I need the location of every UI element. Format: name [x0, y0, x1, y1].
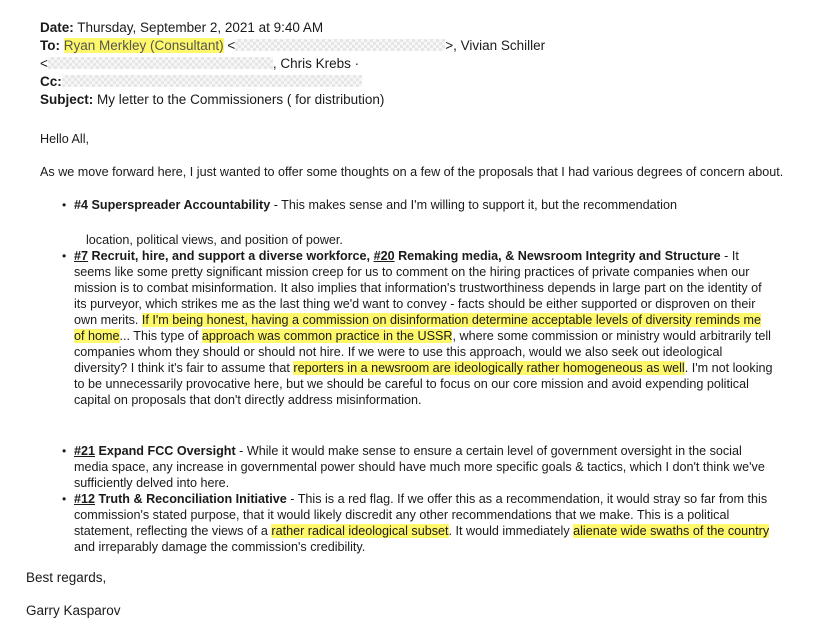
item-number: #20 — [373, 249, 395, 263]
highlight-text: reporters in a newsroom are ideologically rather homogeneous as well — [293, 361, 685, 375]
to-close: >, Vivian Schiller — [445, 38, 546, 53]
date-value: Thursday, September 2, 2021 at 9:40 AM — [77, 20, 324, 35]
to-line — [40, 37, 545, 55]
signature: Garry Kasparov — [26, 603, 121, 618]
to-recipient-name[interactable]: Ryan Merkley (Consultant) — [63, 38, 224, 53]
item-4-continuation: location, political views, and position of power. — [86, 233, 343, 247]
item-title: Expand FCC Oversight — [95, 444, 236, 458]
bullet-icon: • — [62, 198, 67, 212]
bullet-icon: • — [62, 444, 67, 458]
subject-value: My letter to the Commissioners ( for distribution) — [97, 92, 385, 107]
highlight-text: alienate wide swaths of the country — [573, 524, 770, 538]
highlight-text: If I'm being honest, having a commission on disinformation determine acceptable levels of diversity reminds me of home — [74, 313, 761, 343]
line2-tail: , Chris Krebs · — [272, 56, 360, 71]
item-number: #12 — [74, 492, 96, 506]
item-text: - It seems like some pretty significant mission creep for us to comment on the hiring practices of private companies when our mission is to combat misinformation. It also implies that information's trustworthiness depends in large part on the identity of its purveyor, which strikes me as the last thing we'd want to convey - facts should be either supported or disproven on their own merits. — [74, 249, 762, 327]
item-text: - While it would make sense to ensure a certain level of government oversight in the social media space, any increase in governmental power should have much more specific goals & tactics, which I don't think we've sufficiently delved into here. — [74, 444, 765, 490]
item-number: #21 — [74, 444, 96, 458]
item-text: and irreparably damage the commission's credibility. — [74, 540, 366, 554]
item-text: ... This type of — [119, 329, 202, 343]
list-item-21 — [62, 443, 774, 491]
intro-paragraph: As we move forward here, I just wanted to offer some thoughts on a few of the proposals that I had various degrees of concern about. — [40, 165, 784, 179]
date-label: Date: — [40, 20, 74, 35]
item-number: #4 — [74, 198, 89, 212]
list-item-12 — [62, 491, 774, 555]
greeting: Hello All, — [40, 132, 89, 146]
highlight-text: approach was common practice in the USSR — [201, 329, 453, 343]
list-item-4 — [62, 197, 774, 213]
item-text: . It would immediately — [448, 524, 574, 538]
redacted-email — [235, 39, 445, 51]
item-text: , where some commission or ministry would arbitrarily tell companies whom they should or should not hire. If we were to use this approach, would we also seek out ideological diversity? I think it's fair to assume that — [74, 329, 771, 375]
to-open-bracket: < — [227, 38, 236, 53]
item-title: Truth & Reconciliation Initiative — [95, 492, 287, 506]
bullet-icon: • — [62, 492, 67, 506]
redacted-email — [48, 57, 273, 69]
date-line — [40, 19, 323, 37]
to-line-continued — [40, 55, 359, 73]
item-title: Recruit, hire, and support a diverse workforce, — [88, 249, 374, 263]
subject-line — [40, 91, 384, 109]
bullet-icon: • — [62, 249, 67, 263]
item-title: Superspreader Accountability — [88, 198, 271, 212]
line2-open-bracket: < — [40, 56, 48, 71]
item-text: - This is a red flag. If we offer this as a recommendation, it would stray so far from this commission's stated purpose, that it would likely discredit any other recommendations that we make. This is a political statement, reflecting the views of a — [74, 492, 768, 538]
item-text: . I'm not looking to be unnecessarily provocative here, but we should be careful to focus on our core mission and avoid expending political capital on proposals that don't directly address misinformation. — [74, 361, 773, 407]
list-item-7-20 — [62, 248, 774, 408]
cc-label: Cc: — [40, 74, 62, 89]
to-label: To: — [40, 38, 60, 53]
item-number: #7 — [74, 249, 89, 263]
highlight-text: rather radical ideological subset — [271, 524, 449, 538]
item-text: - This makes sense and I'm willing to support it, but the recommendation — [270, 198, 677, 212]
subject-label: Subject: — [40, 92, 94, 107]
item-title: Remaking media, & Newsroom Integrity and Structure — [394, 249, 721, 263]
cc-line — [40, 73, 362, 91]
signoff: Best regards, — [26, 570, 107, 585]
redacted-cc — [62, 75, 362, 87]
